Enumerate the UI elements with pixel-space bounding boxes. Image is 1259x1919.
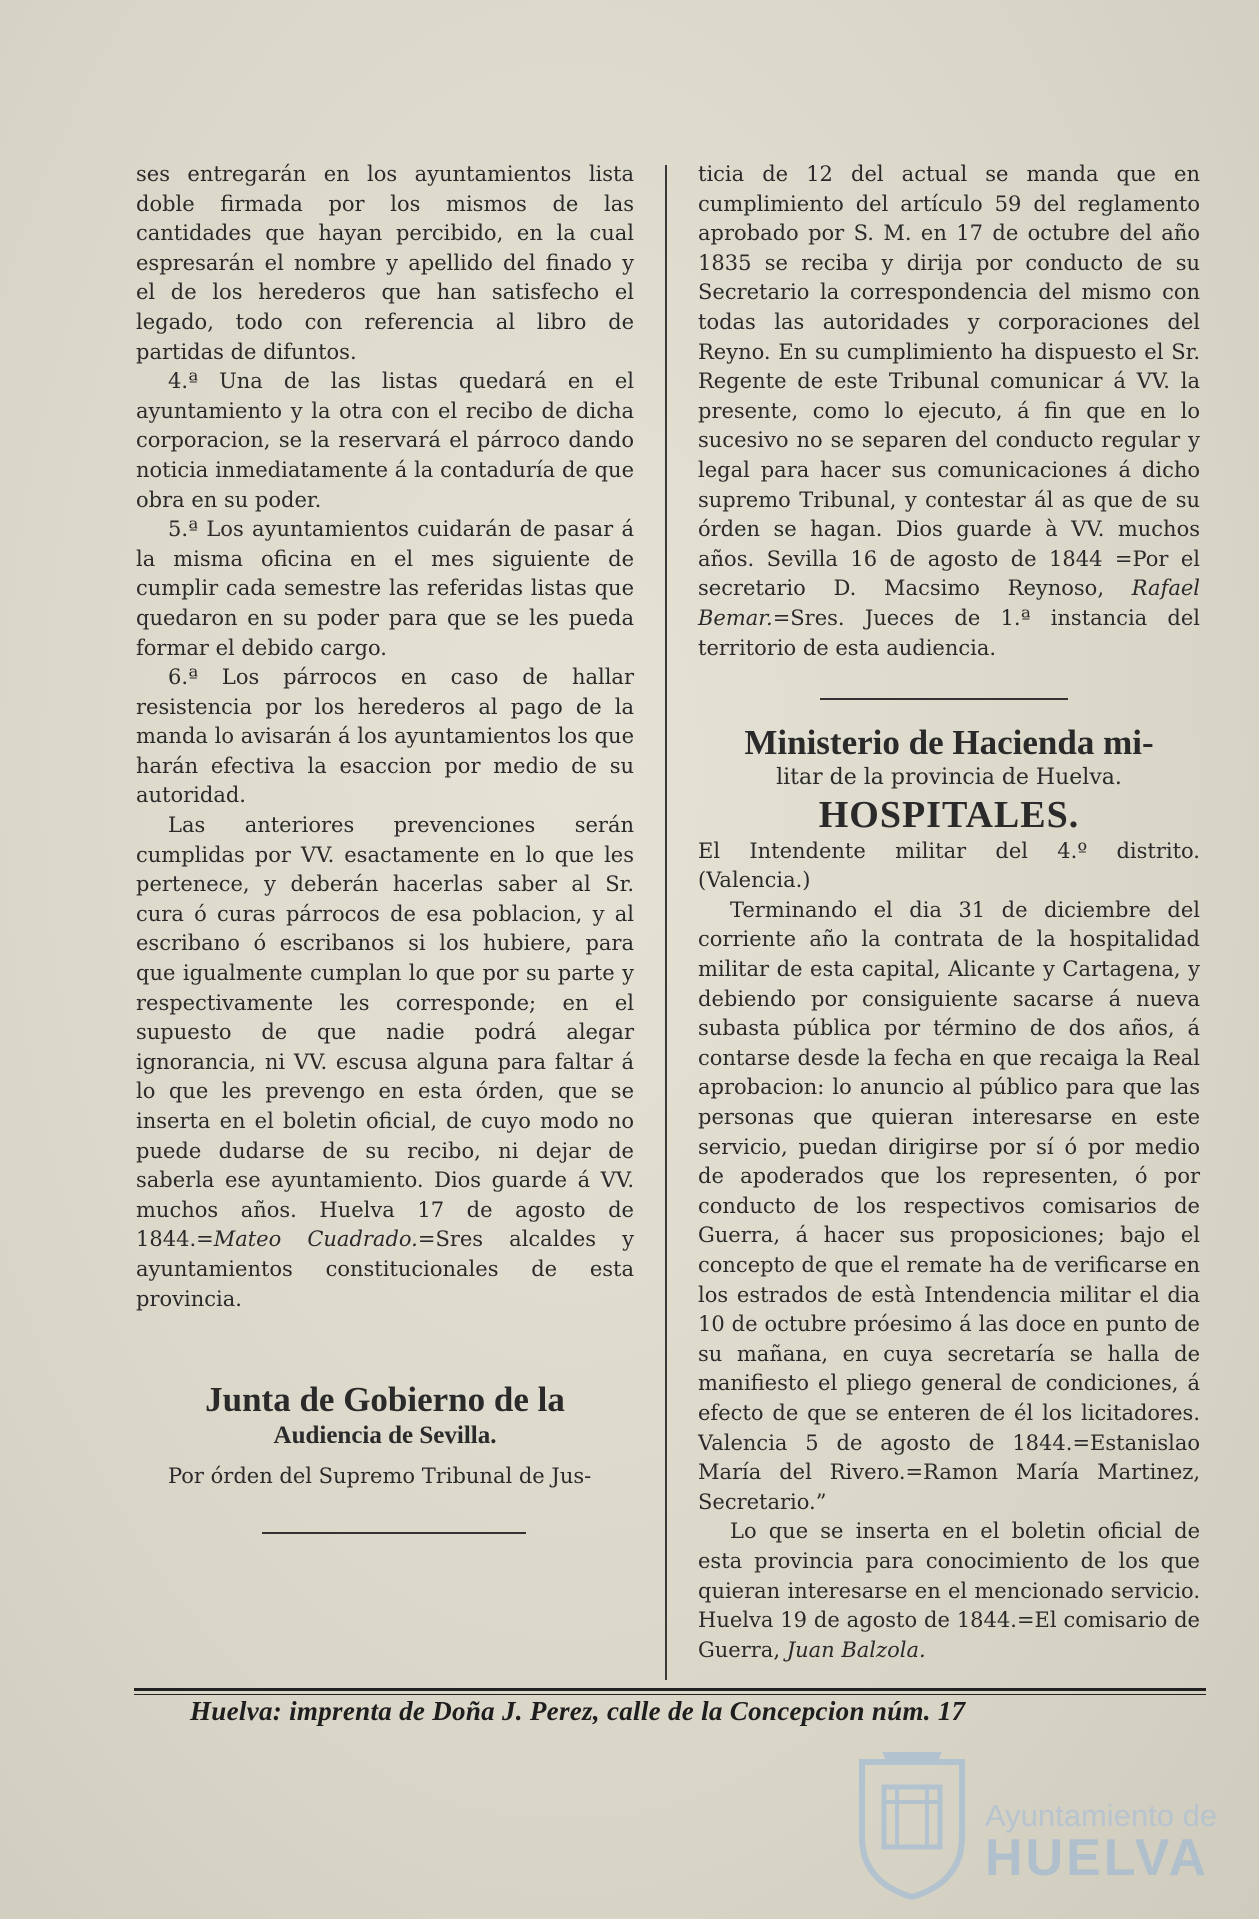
paragraph-tribunal <box>698 160 1200 663</box>
paragraph-rule-6: 6.ª Los párrocos en caso de hallar resistencia por los herederos al pago de la manda lo avisarán á los ayuntamientos los que harán efectiva la esaccion por medio de su autoridad. <box>136 665 634 808</box>
tribunal-text: ticia de 12 del actual se manda que en cumplimiento del artículo 59 del reglamento aprobado por S. M. en 17 de octubre del año 1835 se reciba y dirija por conducto de su Secretario la correspondencia del mismo con todas las autoridades y corporaciones del Reyno. En su cumplimiento ha dispuesto el Sr. Regente de este Tribunal comunicar á VV. la presente, como lo ejecuto, á fin que en lo sucesivo no se separen del conducto regular y legal para hacer sus comunicaciones á dicho supremo Tribunal, y contestar ál as que de su órden se hagan. Dios guarde à VV. muchos años. Sevilla 16 de agosto de 1844 =Por el secretario D. Macsimo Reynoso, <box>698 162 1200 601</box>
column-divider <box>665 165 667 1680</box>
footer-rule-thick <box>134 1688 1206 1691</box>
watermark-line2: HUELVA <box>985 1829 1210 1887</box>
hospitales-heading: HOSPITALES. <box>818 793 1080 836</box>
paragraph-rule-5: 5.ª Los ayuntamientos cuidarán de pasar á la misma oficina en el mes siguiente de cumplir cada semestre las referidas listas que quedaron en su poder para que se les pueda formar el debido cargo. <box>136 517 634 660</box>
left-column <box>136 160 634 1492</box>
tribunal-recipients: =Sres. Jueces de 1.ª instancia del territorio de esta audiencia. <box>698 605 1200 660</box>
paragraph-rule-4: 4.ª Una de las listas quedará en el ayuntamiento y la otra con el recibo de dicha corporacion, se la reservará el párroco dando noticia inmediatamente á la contaduría de que obra en su poder. <box>136 369 634 512</box>
left-section-divider <box>262 1532 526 1534</box>
right-column <box>698 160 1200 1665</box>
paragraph-contrata: Terminando el dia 31 de diciembre del corriente año la contrata de la hospitalidad militar de esta capital, Alicante y Cartagena, y debiendo por consiguiente sacarse á nueva subasta pública por término de dos años, á contarse desde la fecha en que recaiga la Real aprobacion: lo anuncio al público para que las personas que quieran interesarse en este servicio, puedan dirigirse por sí ó por medio de apoderados que los representen, ó por conducto de los respectivos comisarios de Guerra, á hacer sus proposiciones; bajo el concepto de que el remate ha de verificarse en los estrados de està Intendencia militar el dia 10 de octubre próesimo á las doce en punto de su mañana, en cuya secretaría se halla de manifiesto el pliego general de condiciones, á efecto de que se enteren de él los licitadores. Valencia 5 de agosto de 1844.=Estanislao María del Rivero.=Ramon María Martinez, Secretario.” <box>698 897 1200 1514</box>
paragraph-listas: ses entregarán en los ayuntamientos lista doble firmada por los mismos de las cantidades que hayan percibido, en la cual espresarán el nombre y apellido del finado y el de los herederos que han satisfecho el legado, todo con referencia al libro de partidas de difuntos. <box>136 162 634 364</box>
prevenciones-recipients: =Sres alcaldes y ayuntamientos constitucionales de esta provincia. <box>136 1227 635 1311</box>
intendente-line: El Intendente militar del 4.º distrito. (Valencia.) <box>698 838 1200 893</box>
paragraph-insercion <box>698 1517 1200 1665</box>
paragraph-junta-orden: Por órden del Supremo Tribunal de Jus- <box>168 1464 592 1489</box>
signature-juan-balzola: Juan Balzola. <box>786 1637 926 1662</box>
right-section-divider <box>820 698 1068 700</box>
imprint-footer: Huelva: imprenta de Doña J. Perez, calle de la Concepcion núm. 17 <box>190 1696 966 1726</box>
junta-subheading: Audiencia de Sevilla. <box>273 1422 497 1450</box>
watermark-line1: Ayuntamiento de <box>985 1798 1218 1833</box>
ministerio-heading: Ministerio de Hacienda mi- <box>744 723 1154 763</box>
insercion-text: Lo que se inserta en el boletin oficial de esta provincia para conocimiento de los que quieran interesarse en el mencionado servicio. Huelva 19 de agosto de 1844.=El comisario de Guerra, <box>698 1519 1200 1662</box>
junta-heading: Junta de Gobierno de la <box>205 1380 565 1420</box>
coat-of-arms-watermark-icon <box>852 1742 972 1902</box>
ministerio-subheading: litar de la provincia de Huelva. <box>776 765 1122 791</box>
signature-mateo-cuadrado: Mateo Cuadrado. <box>213 1227 418 1252</box>
paragraph-prevenciones <box>136 811 634 1314</box>
prevenciones-text: Las anteriores prevenciones serán cumplidas por VV. esactamente en lo que les pertenece, y deberán hacerlas saber al Sr. cura ó curas párrocos de esa poblacion, y al escribano ó escribanos si los hubiere, para que igualmente cumplan lo que por su parte y respectivamente les corresponde; en el supuesto de que nadie podrá alegar ignorancia, ni VV. escusa alguna para faltar á lo que les prevengo en esta órden, que se inserta en el boletin oficial, de cuyo modo no puede dudarse de su recibo, ni dejar de saberla ese ayuntamiento. Dios guarde á VV. muchos años. Huelva 17 de agosto de 1844.= <box>136 813 634 1252</box>
footer-rule-thin <box>134 1694 1206 1695</box>
signature-rafael-bemar: Rafael Bemar. <box>698 576 1200 630</box>
